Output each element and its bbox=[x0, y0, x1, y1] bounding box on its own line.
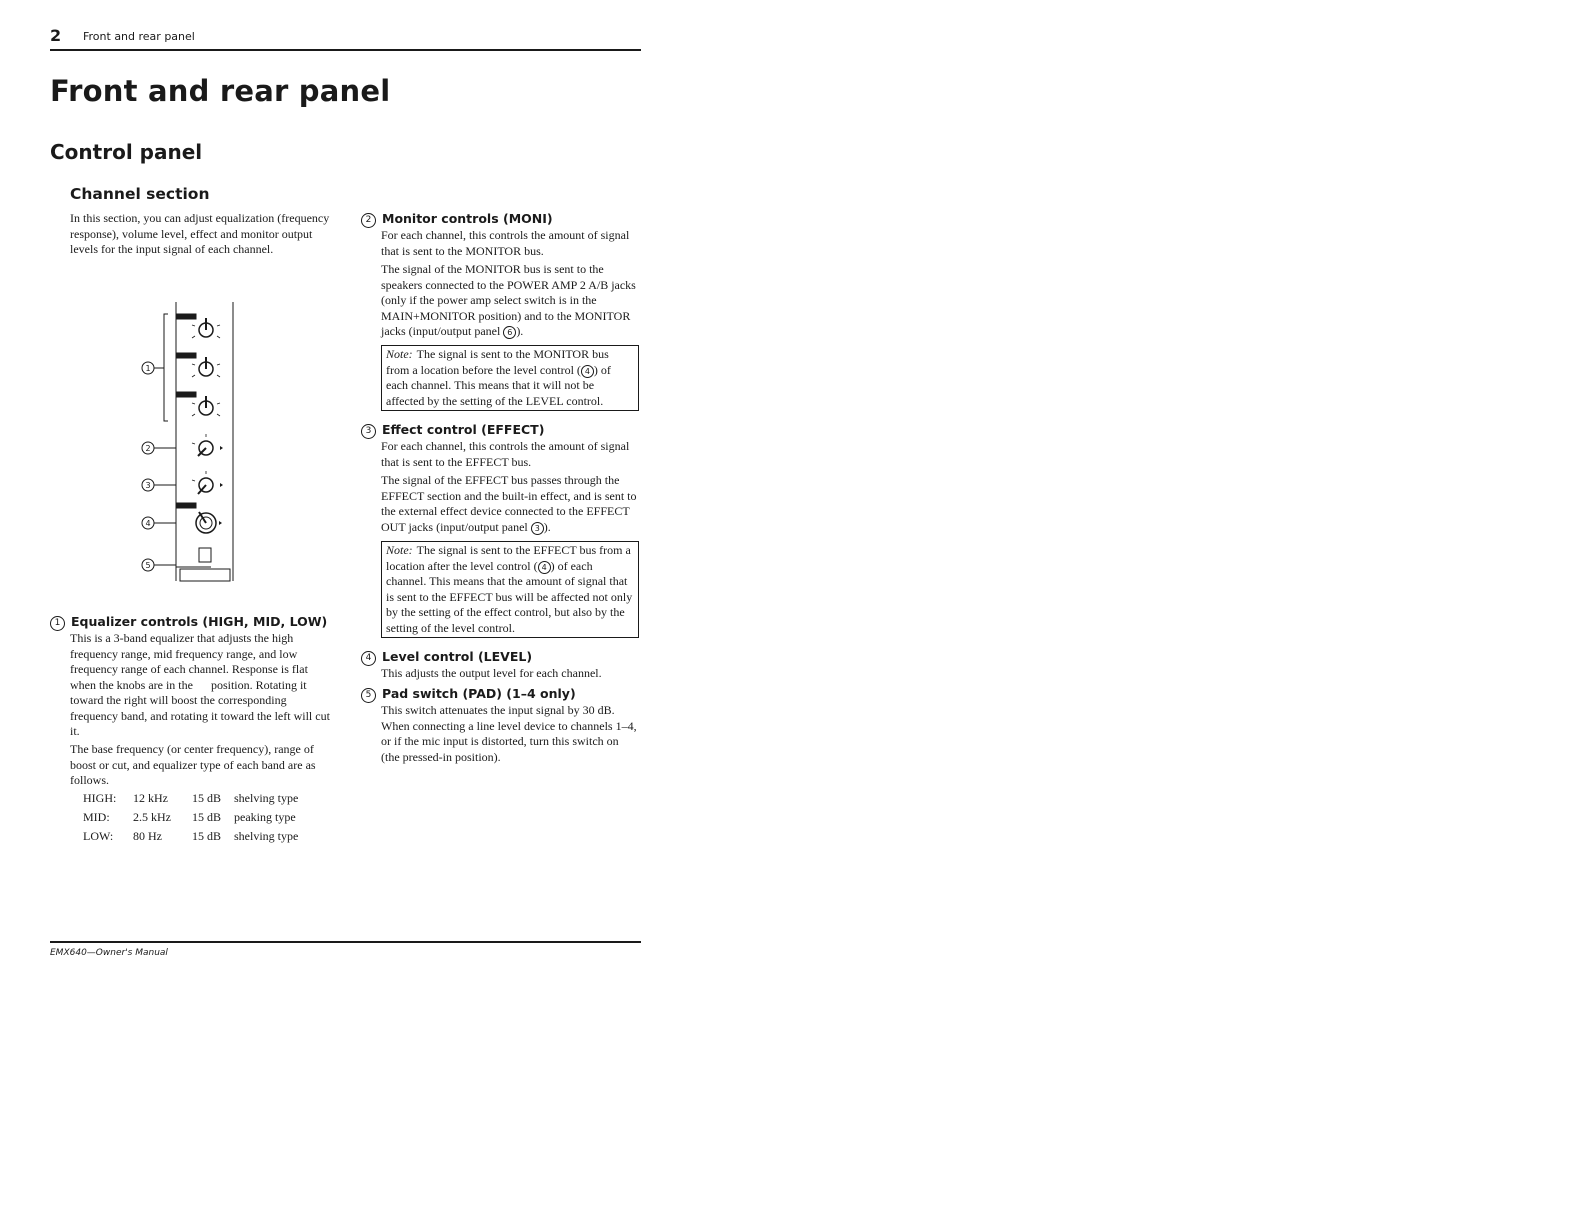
callout-4: 4 bbox=[145, 519, 151, 528]
subtitle: Control panel bbox=[50, 140, 203, 164]
moni-body: For each channel, this controls the amount of signal that is sent to the MONITOR bus. bbox=[381, 228, 630, 258]
page-title: Front and rear panel bbox=[50, 74, 391, 108]
effect-body: For each channel, this controls the amount of signal that is sent to the EFFECT bus. bbox=[381, 439, 630, 469]
page-number: 2 bbox=[50, 26, 62, 45]
moni-heading: 2 Monitor controls (MONI) bbox=[361, 211, 553, 228]
eq-body: This is a 3-band equalizer that adjusts the high frequency range, mid frequency range, and low frequency range of each channel. Response is flat when the knobs are in the position. Rotating it toward the right will boost the corresponding frequency band, and rotating it toward the left will cut it. bbox=[70, 631, 333, 738]
section-heading: Channel section bbox=[70, 185, 210, 203]
moni-body-2: The signal of the MONITOR bus is sent to the speakers connected to the POWER AMP 2 A/B jacks (only if the power amp select switch is in the MAIN+MONITOR position) and to the MONITOR jacks (input/output panel 6 ). bbox=[381, 262, 636, 338]
callout-5: 5 bbox=[145, 561, 151, 570]
callout-1: 1 bbox=[145, 364, 151, 373]
item-number: 1 bbox=[50, 616, 65, 631]
level-heading: 4 Level control (LEVEL) bbox=[361, 649, 532, 666]
effect-heading: 3 Effect control (EFFECT) bbox=[361, 422, 544, 439]
pad-heading: 5 Pad switch (PAD) (1–4 only) bbox=[361, 686, 576, 703]
callout-2: 2 bbox=[145, 444, 151, 453]
running-section-title: Front and rear panel bbox=[83, 30, 195, 43]
effect-body-2: The signal of the EFFECT bus passes through the EFFECT section and the built-in effect, and is sent to the external effect device connected to the EFFECT OUT jacks (input/output panel 3 ). bbox=[381, 473, 637, 534]
eq-body-2: The base frequency (or center frequency), range of boost or cut, and equalizer type of each band are as follows. bbox=[70, 742, 316, 787]
level-body: This adjusts the output level for each channel. bbox=[381, 666, 602, 680]
pad-body: This switch attenuates the input signal by 30 dB. When connecting a line level device to channels 1–4, or if the mic input is distorted, turn this switch on (the pressed-in position). bbox=[381, 703, 637, 764]
eq-heading: 1 Equalizer controls (HIGH, MID, LOW) bbox=[50, 614, 327, 631]
effect-note: Note: The signal is sent to the EFFECT bus from a location after the level control ( 4 ) of each channel. This means that the amount of signal that is sent to the EFFECT bus will be affected not only by the setting of the effect control, but also by the setting of the level control. bbox=[381, 541, 639, 638]
intro-paragraph: In this section, you can adjust equalization (frequency response), volume level, effect and monitor output levels for the input signal of each channel. bbox=[70, 211, 330, 256]
footer-text: EMX640—Owner's Manual bbox=[50, 948, 168, 958]
running-header bbox=[50, 26, 640, 50]
header-rule bbox=[50, 49, 641, 51]
footer-rule bbox=[50, 941, 641, 943]
channel-strip-diagram bbox=[140, 296, 240, 586]
moni-note: Note: The signal is sent to the MONITOR bus from a location before the level control ( 4 ) of each channel. This means that it will not be affected by the setting of the LEVEL control. bbox=[381, 345, 639, 411]
callout-3: 3 bbox=[145, 481, 151, 490]
